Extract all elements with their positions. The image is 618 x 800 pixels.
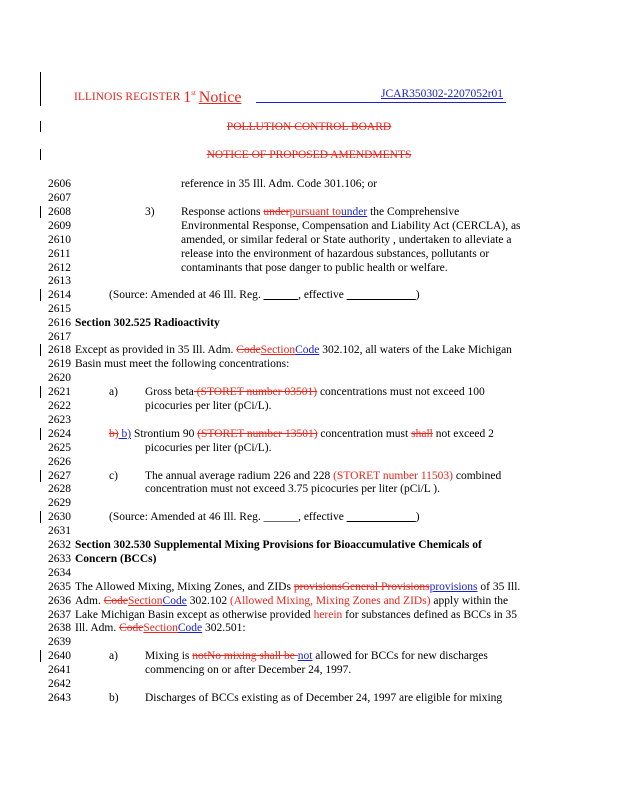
line-number: 2608: [48, 206, 71, 218]
text-run: Mixing is: [145, 650, 193, 662]
inserted-text: not: [297, 650, 313, 662]
line-number: 2626: [48, 456, 71, 468]
text-run: concentration must: [317, 428, 412, 440]
inserted-text: Code: [295, 344, 320, 356]
item-marker: b): [109, 692, 119, 704]
line-number: 2635: [48, 581, 71, 593]
line-number: 2634: [48, 567, 71, 579]
line-number: 2616: [48, 317, 71, 329]
change-bar: [40, 428, 41, 440]
text-run: 302.102, all waters of the Lake Michigan: [319, 344, 512, 356]
text-run: Response actions: [181, 206, 264, 218]
line-number: 2625: [48, 442, 71, 454]
line-number: 2612: [48, 262, 71, 274]
line-number: 2632: [48, 539, 71, 551]
line-number: 2619: [48, 358, 71, 370]
line-number: 2618: [48, 344, 71, 356]
text-run: not exceed 2: [432, 428, 494, 440]
deleted-text: General Provisions: [341, 581, 430, 593]
text-run: apply: [430, 595, 459, 607]
section-heading: Concern (BCCs): [75, 553, 157, 565]
text-run: within the: [458, 595, 509, 607]
item-marker: a): [109, 650, 118, 662]
text-line: [145, 649, 488, 663]
line-number: 2611: [48, 248, 71, 260]
text-line: release into the environment of hazardous substances, pollutants or: [181, 248, 490, 260]
line-number: 2620: [48, 372, 71, 384]
page-marker: 1: [183, 88, 192, 106]
text-line: [75, 343, 512, 357]
line-number: 2639: [48, 636, 71, 648]
text-run: , effective: [298, 511, 347, 523]
deleted-text: b): [109, 428, 119, 440]
text-run: of 35 Ill.: [477, 581, 521, 593]
deleted-text: provisions: [293, 581, 342, 593]
line-number: 2640: [48, 650, 71, 662]
line-number: 2630: [48, 511, 71, 523]
inserted-text: Section: [260, 344, 296, 356]
line-number: 2610: [48, 234, 71, 246]
text-run: for substances defined as BCCs in 35: [342, 609, 518, 621]
deleted-text: Code: [103, 595, 129, 607]
line-number: 2623: [48, 414, 71, 426]
line-number: 2637: [48, 609, 71, 621]
text-run: The Allowed Mixing, Mixing Zones, and ZIDs: [75, 581, 294, 593]
change-bar: [40, 289, 41, 301]
line-number: 2631: [48, 525, 71, 537]
line-number: 2643: [48, 692, 71, 704]
text-line: [75, 580, 520, 594]
line-number: 2613: [48, 275, 71, 287]
text-run: Lake Michigan Basin except as otherwise provided: [75, 609, 314, 621]
text-line: commencing on or after December 24, 1997.: [145, 664, 352, 676]
inserted-text: Code: [177, 622, 203, 634]
inserted-text: Code: [162, 595, 187, 607]
deleted-text: under: [263, 206, 290, 218]
section-heading: Section 302.525 Radioactivity: [75, 317, 220, 329]
text-line: [75, 621, 246, 635]
text-run: (Source: Amended at 46 Ill. Reg.: [109, 289, 264, 301]
blank-field: ____________: [346, 511, 416, 523]
text-line: concentration must not exceed 3.75 picocuries per liter (pCi/L ).: [145, 483, 440, 495]
change-bar: [40, 206, 41, 218]
inserted-text: b): [118, 428, 132, 440]
inserted-text: pursuant to: [289, 206, 342, 218]
text-line: contaminants that pose danger to public health or welfare.: [181, 262, 448, 274]
change-bar: [40, 650, 41, 662]
change-bar: [40, 344, 41, 356]
item-marker: a): [109, 386, 118, 398]
inserted-text: (STORET number 11503): [333, 470, 453, 482]
text-line: picocuries per liter (pCi/L).: [145, 442, 272, 454]
text-run: Ill. Adm.: [75, 622, 120, 634]
line-number: 2614: [48, 289, 71, 301]
text-run: 302.501:: [202, 622, 246, 634]
board-title: [0, 120, 618, 134]
deleted-text: (STORET number 13501): [197, 428, 318, 440]
line-number: 2638: [48, 622, 71, 634]
inserted-text: Section: [128, 595, 163, 607]
text-line: [75, 594, 508, 608]
text-line: Discharges of BCCs existing as of December 24, 1997 are eligible for mixing: [145, 692, 503, 704]
deleted-text: Code: [119, 622, 144, 634]
blank-field: ______: [263, 289, 299, 301]
text-line: Environmental Response, Compensation and Liability Act (CERCLA), as: [181, 220, 521, 232]
source-note: [109, 510, 420, 524]
inserted-text: (Allowed Mixing, Mixing Zones and ZIDs): [229, 595, 431, 607]
change-bar: [40, 470, 41, 482]
text-line: reference in 35 Ill. Adm. Code 301.106; or: [181, 178, 378, 190]
line-number: 2621: [48, 386, 71, 398]
text-run: Strontium 90: [131, 428, 198, 440]
text-run: The annual average radium 226 and 228: [145, 470, 334, 482]
text-run: 302.102: [186, 595, 230, 607]
text-run: ): [415, 511, 420, 523]
deleted-text: (STORET number 03501): [193, 386, 318, 398]
text-line: [109, 427, 494, 441]
text-run: allowed for BCCs for new discharges: [312, 650, 488, 662]
line-number: 2624: [48, 428, 71, 440]
text-line: amended, or similar federal or State authority , undertaken to alleviate a: [181, 234, 512, 246]
line-number: 2606: [48, 178, 71, 190]
line-number: 2633: [48, 553, 71, 565]
notice-title: [0, 148, 618, 162]
line-number: 2627: [48, 470, 71, 482]
text-run: Adm.: [75, 595, 104, 607]
line-number: 2617: [48, 331, 71, 343]
line-number: 2622: [48, 400, 71, 412]
item-marker: c): [109, 470, 118, 482]
inserted-text: under: [341, 206, 368, 218]
notice-title-text: NOTICE OF PROPOSED AMENDMENTS: [206, 149, 412, 161]
line-number: 2642: [48, 678, 71, 690]
text-run: ): [415, 289, 420, 301]
item-marker: 3): [145, 206, 155, 218]
blank-field: ____________: [346, 289, 416, 301]
text-line: [145, 469, 501, 483]
line-number: 2641: [48, 664, 71, 676]
text-run: the Comprehensive: [367, 206, 460, 218]
line-number: 2615: [48, 303, 71, 315]
jcar-code: JCAR350302-2207052r01: [381, 88, 504, 100]
section-heading: Section 302.530 Supplemental Mixing Provisions for Bioaccumulative Chemicals of: [75, 539, 482, 551]
text-line: [75, 608, 517, 622]
text-run: (Source: Amended at 46 Ill. Reg.: [109, 511, 264, 523]
text-line: Basin must meet the following concentrations:: [75, 358, 290, 370]
register-label: ILLINOIS REGISTER: [74, 90, 181, 103]
line-number: 2607: [48, 192, 71, 204]
inserted-text: provisions: [429, 581, 478, 593]
source-note: [109, 288, 420, 302]
change-bar: [40, 72, 41, 106]
text-run: combined: [453, 470, 502, 482]
deleted-text: No mixing shall be: [207, 650, 298, 662]
deleted-text: shall: [411, 428, 433, 440]
text-line: [181, 205, 459, 219]
line-number: 2629: [48, 497, 71, 509]
inserted-text: herein: [313, 609, 343, 621]
text-run: , effective: [298, 289, 347, 301]
line-number: 2636: [48, 595, 71, 607]
text-line: picocuries per liter (pCi/L).: [145, 400, 272, 412]
deleted-text: not: [192, 650, 207, 662]
notice-label: Notice: [198, 88, 242, 106]
blank-field: ______: [263, 511, 299, 523]
change-bar: [40, 386, 41, 398]
text-run: Gross beta: [145, 386, 194, 398]
inserted-text: Section: [143, 622, 178, 634]
change-bar: [40, 511, 41, 523]
deleted-text: Code: [236, 344, 261, 356]
line-number: 2609: [48, 220, 71, 232]
text-line: [145, 385, 485, 399]
board-title-text: POLLUTION CONTROL BOARD: [226, 121, 392, 133]
line-number: 2628: [48, 483, 71, 495]
text-run: Except as provided in 35 Ill. Adm.: [75, 344, 237, 356]
page-marker-suffix: st: [191, 89, 196, 97]
register-header: [74, 86, 241, 104]
text-run: concentrations must not exceed 100: [317, 386, 485, 398]
